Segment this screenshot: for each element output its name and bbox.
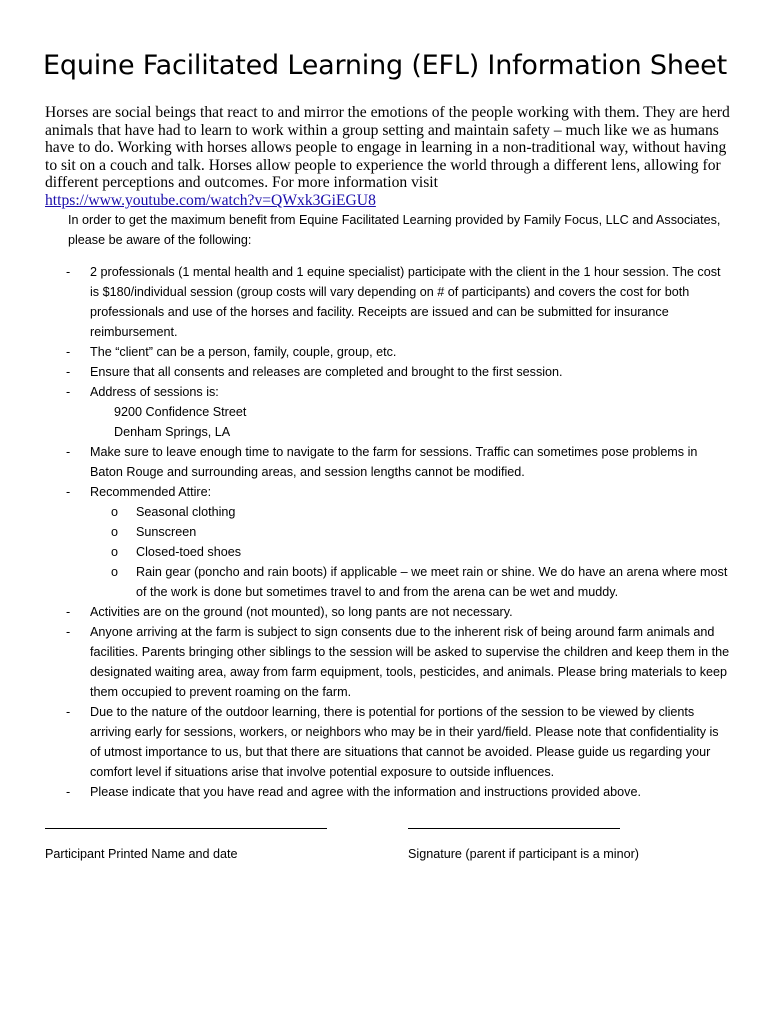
intro-paragraph: [45, 104, 735, 210]
info-list: [0, 262, 770, 802]
attire-item: o Closed-toed shoes: [111, 545, 242, 559]
attire-item: o Seasonal clothing: [111, 505, 236, 519]
attire-item: o Rain gear (poncho and rain boots) if applicable – we meet rain or shine. We do have an arena where most of the work is done but sometimes travel to and from the arena can be wet and muddy.: [111, 565, 728, 599]
list-item: - Activities are on the ground (not mounted), so long pants are not necessary.: [66, 605, 513, 619]
participant-name-label: Participant Printed Name and date: [45, 847, 238, 861]
address-city: Denham Springs, LA: [114, 425, 231, 439]
list-item: - Anyone arriving at the farm is subject to sign consents due to the inherent risk of being around farm animals and facilities. Parents bringing other siblings to the session will be asked to supervise the children and keep them in the designated waiting area, away from farm equipment, tools, pesticides, and animals. Please bring materials to keep them occupied to prevent roaming on the farm.: [66, 625, 730, 699]
youtube-link[interactable]: https://www.youtube.com/watch?v=QWxk3GiEGU8: [45, 191, 376, 209]
list-item: - The “client” can be a person, family, couple, group, etc.: [66, 345, 397, 359]
page-title: Equine Facilitated Learning (EFL) Information Sheet: [43, 50, 727, 81]
intro-text: Horses are social beings that react to and mirror the emotions of the people working with them. They are herd animals that have had to learn to work within a group setting and maintain safety – much like we as humans have to do. Working with horses allows people to engage in learning in a non-traditional way, without having to sit on a couch and talk. Horses allow people to experience the world through a different lens, allowing for different perceptions and outcomes. For more information visit: [45, 104, 730, 192]
lead-paragraph: In order to get the maximum benefit from Equine Facilitated Learning provided by Family Focus, LLC and Associates, please be aware of the following:: [68, 213, 721, 247]
list-item: - Please indicate that you have read and agree with the information and instructions provided above.: [66, 785, 641, 799]
list-item: - Due to the nature of the outdoor learning, there is potential for portions of the session to be viewed by clients arriving early for sessions, workers, or neighbors who may be in their yard/field. Please note that confidentiality is of utmost importance to us, but that there are situations that cannot be avoided. Please guide us regarding your comfort level if situations arise that involve potential exposure to outside influences.: [66, 705, 719, 779]
list-item-address: - Address of sessions is: 9200 Confidence Street Denham Springs, LA: [0, 382, 730, 442]
attire-item: o Sunscreen: [111, 525, 197, 539]
signature-line[interactable]: [408, 828, 620, 829]
signature-label: Signature (parent if participant is a minor): [408, 847, 639, 861]
address-street: 9200 Confidence Street: [114, 405, 247, 419]
list-item-attire: - Recommended Attire: o Seasonal clothing o Sunscreen o Closed-toed shoes o Rain gear (poncho and rain boots) if applicable – we meet rain or shine. We do have an arena where most of the work is done but sometimes travel to and from the arena can be wet and muddy.: [0, 482, 730, 602]
participant-name-line[interactable]: [45, 828, 327, 829]
list-item: - Ensure that all consents and releases are completed and brought to the first session.: [66, 365, 563, 379]
list-item: - 2 professionals (1 mental health and 1 equine specialist) participate with the client in the 1 hour session. The cost is $180/individual session (group costs will vary depending on # of participants) and covers the cost for both professionals and use of the horses and facility. Receipts are issued and can be submitted for insurance reimbursement.: [66, 265, 721, 339]
list-item: - Make sure to leave enough time to navigate to the farm for sessions. Traffic can sometimes pose problems in Baton Rouge and surrounding areas, and session lengths cannot be modified.: [66, 445, 698, 479]
